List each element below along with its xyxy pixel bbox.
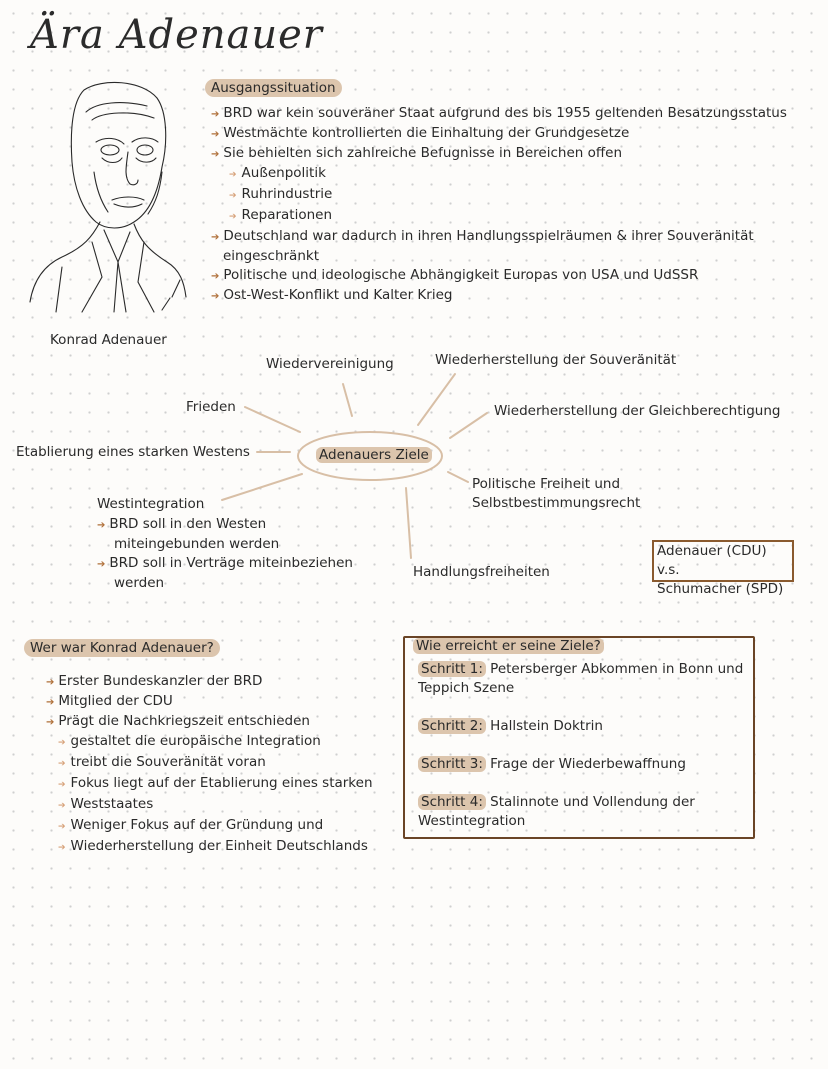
list-item: ➔ Fokus liegt auf der Etablierung eines starken <box>46 774 406 795</box>
step-label: Schritt 4: <box>418 794 486 810</box>
goal-souveraenitaet: Wiederherstellung der Souveränität <box>435 352 677 368</box>
list-item: ➔ BRD soll in Verträge miteinbeziehen <box>97 554 353 574</box>
page-title: Ära Adenauer <box>30 12 323 58</box>
step-2 <box>418 717 748 736</box>
step-1 <box>418 660 748 698</box>
goal-frieden: Frieden <box>186 399 236 415</box>
step-3 <box>418 755 748 774</box>
list-item-continuation: miteingebunden werden <box>114 536 280 552</box>
list-item: ➔ Ost-West-Konflikt und Kalter Krieg <box>211 286 811 306</box>
comparison-box <box>652 540 794 597</box>
list-item-continuation: eingeschränkt <box>223 248 319 264</box>
list-item: ➔ BRD soll in den Westen <box>97 515 353 535</box>
step-label: Schritt 3: <box>418 756 486 772</box>
step-text: Frage der Wiederbewaffnung <box>490 756 686 772</box>
comparison-line1: Adenauer (CDU) v.s. <box>657 543 767 578</box>
list-item: ➔ Mitglied der CDU <box>46 692 406 712</box>
list-item-continuation: werden <box>114 575 165 591</box>
list-item: ➔ Ruhrindustrie <box>211 185 811 206</box>
goal-freiheit-line2: Selbstbestimmungsrecht <box>472 495 641 511</box>
ausgang-heading: Ausgangssituation <box>205 79 342 97</box>
list-item: ➔ Weststaates <box>46 795 406 816</box>
list-item: ➔ Sie behielten sich zahlreiche Befugnisse in Bereichen offen <box>211 144 811 164</box>
goal-westintegration-label: Westintegration <box>97 496 205 512</box>
list-item: ➔ Deutschland war dadurch in ihren Handlungsspielräumen & ihrer Souveränität <box>211 227 811 247</box>
list-item: ➔ treibt die Souveränität voran <box>46 753 406 774</box>
list-item: ➔ Westmächte kontrollierten die Einhaltung der Grundgesetze <box>211 124 811 144</box>
step-text-cont: Teppich Szene <box>418 680 515 696</box>
connector-line <box>343 384 352 416</box>
list-item: ➔ Prägt die Nachkriegszeit entschieden <box>46 712 406 732</box>
step-4 <box>418 793 748 831</box>
step-text: Stalinnote und Vollendung der <box>490 794 695 810</box>
goal-handlungsfreiheiten: Handlungsfreiheiten <box>413 564 550 580</box>
connector-line <box>406 488 411 558</box>
goal-westintegration <box>97 495 353 593</box>
list-item: ➔ gestaltet die europäische Integration <box>46 732 406 753</box>
steps-box <box>403 636 755 839</box>
goal-gleichberechtigung: Wiederherstellung der Gleichberechtigung <box>494 403 781 419</box>
goal-starker-westen: Etablierung eines starken Westens <box>16 444 250 460</box>
list-item: ➔ Wiederherstellung der Einheit Deutschlands <box>46 837 406 858</box>
step-text-cont: Westintegration <box>418 813 526 829</box>
wer-list <box>46 672 406 858</box>
step-text: Petersberger Abkommen in Bonn und <box>490 661 744 677</box>
connector-line <box>448 472 468 482</box>
wer-heading: Wer war Konrad Adenauer? <box>24 639 220 657</box>
connector-line <box>245 407 300 432</box>
connector-line <box>450 413 487 438</box>
list-item: ➔ Außenpolitik <box>211 164 811 185</box>
list-item: ➔ Weniger Fokus auf der Gründung und <box>46 816 406 837</box>
list-item: ➔ Reparationen <box>211 206 811 227</box>
comparison-line2: Schumacher (SPD) <box>657 581 784 597</box>
steps-list <box>418 660 748 831</box>
goal-freiheit <box>472 475 640 513</box>
portrait-caption: Konrad Adenauer <box>50 332 167 348</box>
list-item: ➔ Erster Bundeskanzler der BRD <box>46 672 406 692</box>
steps-heading: Wie erreicht er seine Ziele? <box>413 638 604 654</box>
connector-line <box>418 374 455 425</box>
list-item: ➔ Politische und ideologische Abhängigkeit Europas von USA und UdSSR <box>211 266 811 286</box>
goal-freiheit-line1: Politische Freiheit und <box>472 476 621 492</box>
mindmap-center-label: Adenauers Ziele <box>316 447 432 463</box>
list-item: ➔ BRD war kein souveräner Staat aufgrund des bis 1955 geltenden Besatzungsstatus <box>211 104 811 124</box>
step-label: Schritt 1: <box>418 661 486 677</box>
step-text: Hallstein Doktrin <box>490 718 603 734</box>
goal-wiedervereinigung: Wiedervereinigung <box>266 356 394 372</box>
step-label: Schritt 2: <box>418 718 486 734</box>
